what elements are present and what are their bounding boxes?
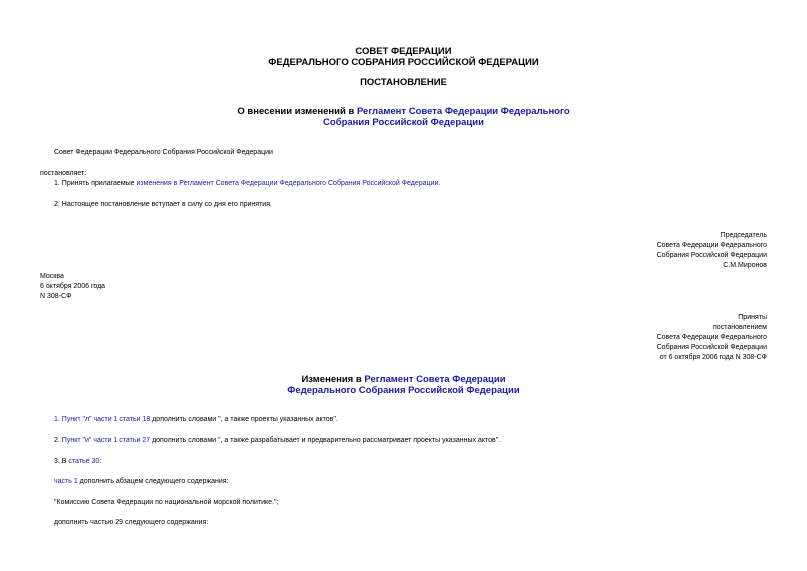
date: 6 октября 2006 года [40,283,106,290]
annex-item-2-prefix: 2. [54,437,62,444]
annex-title-line2[interactable]: Федерального Собрания Российской Федерации [287,385,520,396]
adopted-line4: Собрания Российской Федерации [656,344,767,351]
annex-item-1-text: дополнить словами ", а также проекты указанных актов". [150,416,338,423]
place: Москва [40,273,64,280]
annex-item-3 [54,457,101,467]
assembly-title: ФЕДЕРАЛЬНОГО СОБРАНИЯ РОССИЙСКОЙ ФЕДЕРАЦИИ [268,57,539,68]
annex-item-6: дополнить частью 29 следующего содержания: [54,519,209,526]
adopted-line1: Приняты [738,314,767,321]
title-regulation-link[interactable]: Регламент Совета Федерации Федерального [356,106,570,117]
annex-item-2-text: дополнить словами ", а также разрабатывает и предварительно рассматривает проекты указанных актов". [150,437,501,444]
item-1-changes-link[interactable]: изменения в Регламент Совета Федерации Федерального Собрания Российской Федерации. [136,180,441,187]
adopted-line3: Совета Федерации Федерального [656,334,767,341]
annex-title-prefix: Изменения в [301,374,365,385]
item-2: 2. Настоящее постановление вступает в силу со дня его принятия. [54,201,272,208]
item-1-prefix: 1. Принять прилагаемые [54,180,137,187]
signature-name: С.М.Миронов [723,262,767,269]
annex-item-4-link[interactable]: часть 1 [54,478,78,485]
document-title-line2 [0,117,807,128]
resolves-text: постановляет: [40,170,87,177]
annex-item-5: "Комиссию Совета Федерации по национальной морской политике."; [54,499,279,506]
signature-org-line2: Собрания Российской Федерации [656,252,767,259]
doc-number: N 308-СФ [40,293,72,300]
annex-item-3-colon: : [99,458,102,465]
document-title-line1 [0,106,807,117]
annex-item-3-prefix: 3. В [54,458,69,465]
signature-position: Председатель [720,232,767,239]
document-type: ПОСТАНОВЛЕНИЕ [360,77,447,88]
annex-item-4 [54,477,229,487]
adopted-line5: от 6 октября 2006 года N 308-СФ [659,354,767,361]
annex-title-line1 [0,374,807,385]
item-1 [54,179,440,189]
council-title: СОВЕТ ФЕДЕРАЦИИ [355,46,452,57]
annex-item-3-link[interactable]: статье 30 [68,458,100,465]
annex-item-1 [54,415,338,425]
annex-item-4-text: дополнить абзацем следующего содержания: [77,478,229,485]
title-regulation-link-cont[interactable]: Собрания Российской Федерации [323,117,484,128]
signature-org-line1: Совета Федерации Федерального [656,242,767,249]
annex-item-1-link[interactable]: 1. Пункт "л" части 1 статьи 18 [54,416,151,423]
annex-regulation-link[interactable]: Регламент Совета Федерации [364,374,506,385]
adopted-line2: постановлением [713,324,767,331]
intro-text: Совет Федерации Федерального Собрания Российской Федерации [54,149,273,156]
annex-item-2-link[interactable]: Пункт "и" части 1 статьи 27 [61,437,151,444]
annex-item-2 [54,436,500,446]
title-prefix: О внесении изменений в [237,106,357,117]
